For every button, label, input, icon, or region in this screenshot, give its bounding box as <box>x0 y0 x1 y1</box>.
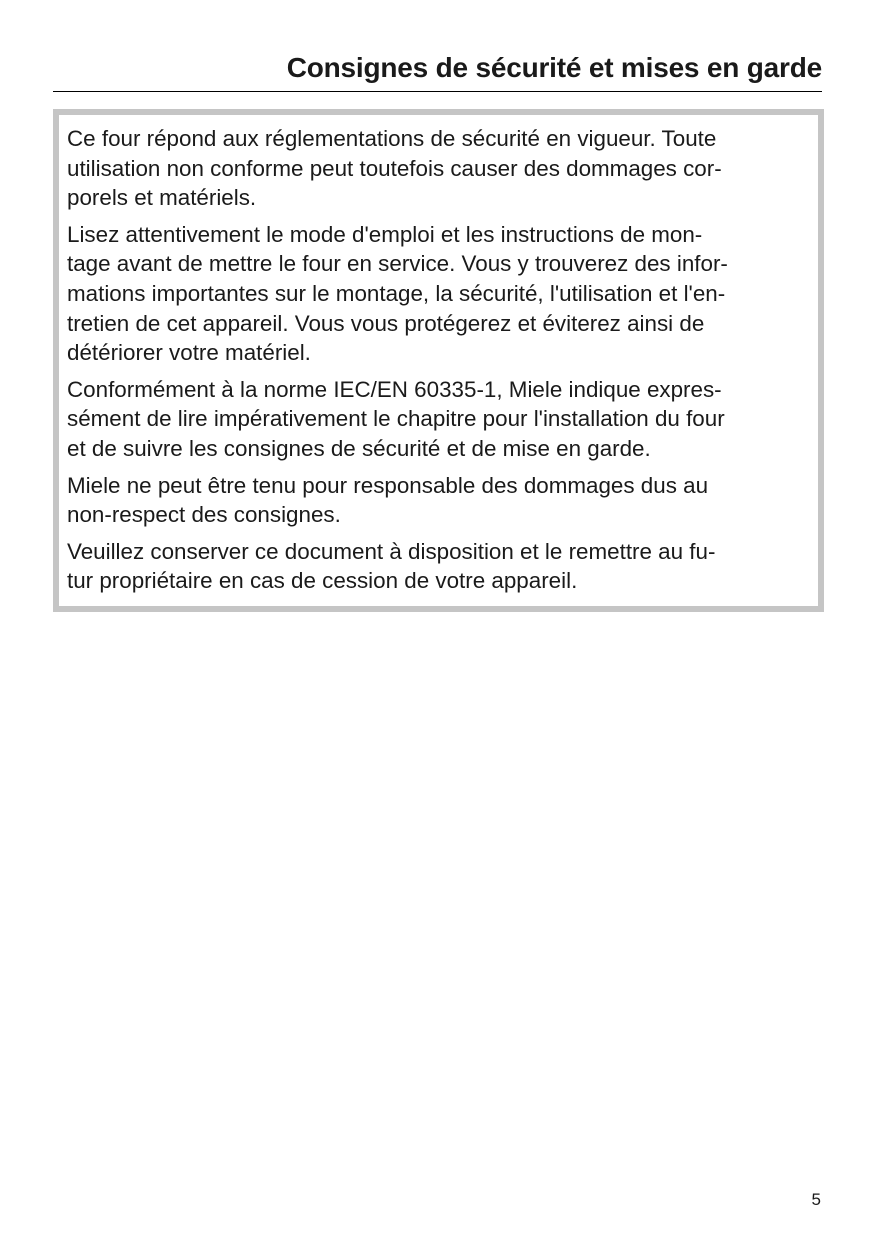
safety-warning-box <box>53 109 824 612</box>
paragraph-read-instructions <box>67 220 810 368</box>
paragraph-norm-compliance <box>67 375 810 464</box>
text-line: Veuillez conserver ce document à disposition et le remettre au fu- <box>67 538 716 564</box>
text-line: utilisation non conforme peut toutefois causer des dommages cor- <box>67 155 722 181</box>
text-line: sément de lire impérativement le chapitre pour l'installation du four <box>67 406 725 432</box>
text-line: mations importantes sur le montage, la sécurité, l'utilisation et l'en- <box>67 280 726 306</box>
text-line: tur propriétaire en cas de cession de votre appareil. <box>67 568 578 594</box>
text-line: Miele ne peut être tenu pour responsable des dommages dus au <box>67 472 709 498</box>
text-line: Ce four répond aux réglementations de sécurité en vigueur. Toute <box>67 126 717 151</box>
text-line: non-respect des consignes. <box>67 502 341 528</box>
page-title: Consignes de sécurité et mises en garde <box>286 52 822 83</box>
paragraph-safety-regulations <box>67 124 810 213</box>
text-line: tretien de cet appareil. Vous vous protégerez et éviterez ainsi de <box>67 310 705 336</box>
page-header <box>53 50 822 92</box>
text-line: Lisez attentivement le mode d'emploi et les instructions de mon- <box>67 221 703 247</box>
text-line: tage avant de mettre le four en service. Vous y trouverez des infor- <box>67 251 728 277</box>
paragraph-liability <box>67 471 810 530</box>
page-number: 5 <box>811 1190 821 1209</box>
paragraph-keep-document <box>67 537 810 596</box>
text-line: porels et matériels. <box>67 185 257 211</box>
text-line: et de suivre les consignes de sécurité et de mise en garde. <box>67 435 651 461</box>
text-line: détériorer votre matériel. <box>67 340 311 366</box>
text-line: Conformément à la norme IEC/EN 60335-1, Miele indique expres- <box>67 376 722 402</box>
